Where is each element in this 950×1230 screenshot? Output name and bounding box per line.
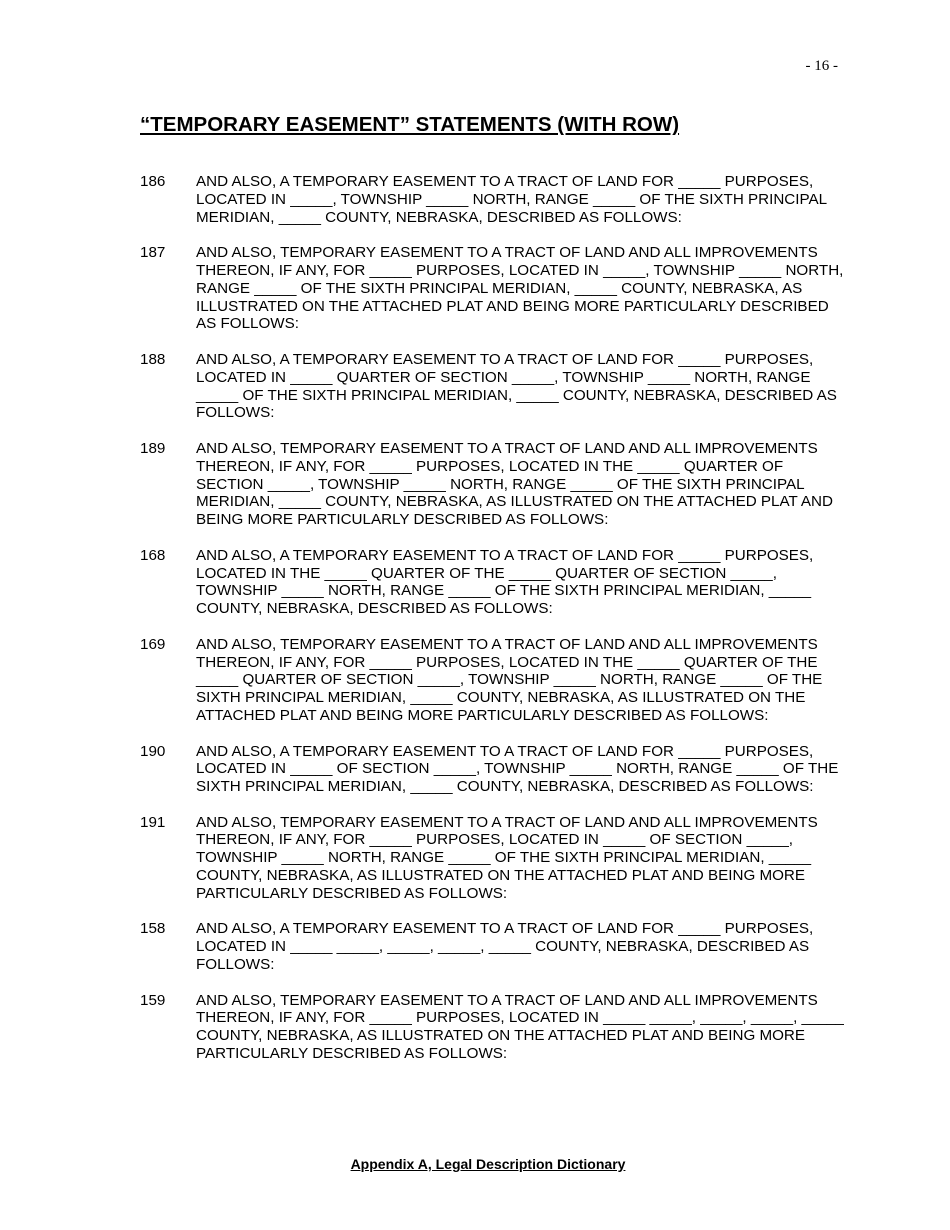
statement-text: AND ALSO, A TEMPORARY EASEMENT TO A TRACT OF LAND FOR _____ PURPOSES, LOCATED IN THE _____ QUARTER OF THE _____ QUARTER OF SECTION _____, TOWNSHIP _____ NORTH, RANGE _____ OF THE SIXTH PRINCIPAL MERIDIAN, _____ COUNTY, NEBRASKA, DESCRIBED AS FOLLOWS: [196, 546, 814, 618]
statement-list [140, 173, 845, 1081]
page-number: - 16 - [805, 58, 838, 74]
statement-item [140, 814, 845, 903]
statement-item [140, 351, 845, 422]
statement-text: AND ALSO, A TEMPORARY EASEMENT TO A TRACT OF LAND FOR _____ PURPOSES, LOCATED IN _____ QUARTER OF SECTION _____, TOWNSHIP _____ NORTH, RANGE _____ OF THE SIXTH PRINCIPAL MERIDIAN, _____ COUNTY, NEBRASKA, DESCRIBED AS FOLLOWS: [196, 350, 837, 422]
statement-item [140, 743, 845, 796]
statement-number: 190 [140, 742, 166, 760]
statement-number: 168 [140, 546, 166, 564]
statement-number: 188 [140, 350, 166, 368]
statement-text: AND ALSO, TEMPORARY EASEMENT TO A TRACT OF LAND AND ALL IMPROVEMENTS THEREON, IF ANY, FOR _____ PURPOSES, LOCATED IN _____, TOWNSHIP _____ NORTH, RANGE _____ OF THE SIXTH PRINCIPAL MERIDIAN, _____ COUNTY, NEBRASKA, AS ILLUSTRATED ON THE ATTACHED PLAT AND BEING MORE PARTICULARLY DESCRIBED AS FOLLOWS: [196, 244, 844, 333]
footer-title: Appendix A, Legal Description Dictionary [350, 1156, 626, 1172]
statement-item [140, 636, 845, 725]
page-title: “TEMPORARY EASEMENT” STATEMENTS (WITH ROW) [140, 113, 680, 136]
statement-number: 159 [140, 991, 166, 1009]
statement-number: 186 [140, 173, 166, 190]
statement-item [140, 920, 845, 973]
statement-text: AND ALSO, A TEMPORARY EASEMENT TO A TRACT OF LAND FOR _____ PURPOSES, LOCATED IN _____, TOWNSHIP _____ NORTH, RANGE _____ OF THE SIXTH PRINCIPAL MERIDIAN, _____ COUNTY, NEBRASKA, DESCRIBED AS FOLLOWS: [196, 173, 827, 226]
statement-item [140, 440, 845, 529]
statement-text: AND ALSO, A TEMPORARY EASEMENT TO A TRACT OF LAND FOR _____ PURPOSES, LOCATED IN _____ OF SECTION _____, TOWNSHIP _____ NORTH, RANGE _____ OF THE SIXTH PRINCIPAL MERIDIAN, _____ COUNTY, NEBRASKA, DESCRIBED AS FOLLOWS: [196, 742, 839, 796]
statement-number: 187 [140, 244, 166, 262]
statement-text: AND ALSO, TEMPORARY EASEMENT TO A TRACT OF LAND AND ALL IMPROVEMENTS THEREON, IF ANY, FOR _____ PURPOSES, LOCATED IN _____ OF SECTION _____, TOWNSHIP _____ NORTH, RANGE _____ OF THE SIXTH PRINCIPAL MERIDIAN, _____ COUNTY, NEBRASKA, AS ILLUSTRATED ON THE ATTACHED PLAT AND BEING MORE PARTICULARLY DESCRIBED AS FOLLOWS: [196, 813, 818, 902]
statement-item [140, 992, 845, 1063]
statement-text: AND ALSO, TEMPORARY EASEMENT TO A TRACT OF LAND AND ALL IMPROVEMENTS THEREON, IF ANY, FOR _____ PURPOSES, LOCATED IN THE _____ QUARTER OF THE _____ QUARTER OF SECTION _____, TOWNSHIP _____ NORTH, RANGE _____ OF THE SIXTH PRINCIPAL MERIDIAN, _____ COUNTY, NEBRASKA, AS ILLUSTRATED ON THE ATTACHED PLAT AND BEING MORE PARTICULARLY DESCRIBED AS FOLLOWS: [196, 635, 823, 724]
statement-text: AND ALSO, A TEMPORARY EASEMENT TO A TRACT OF LAND FOR _____ PURPOSES, LOCATED IN _____ _____, _____, _____, _____ COUNTY, NEBRASKA, DESCRIBED AS FOLLOWS: [196, 920, 814, 974]
statement-item [140, 173, 845, 226]
statement-number: 169 [140, 635, 166, 653]
statement-number: 158 [140, 920, 166, 938]
statement-number: 189 [140, 439, 166, 457]
statement-number: 191 [140, 813, 166, 831]
statement-text: AND ALSO, TEMPORARY EASEMENT TO A TRACT OF LAND AND ALL IMPROVEMENTS THEREON, IF ANY, FOR _____ PURPOSES, LOCATED IN THE _____ QUARTER OF SECTION _____, TOWNSHIP _____ NORTH, RANGE _____ OF THE SIXTH PRINCIPAL MERIDIAN, _____ COUNTY, NEBRASKA, AS ILLUSTRATED ON THE ATTACHED PLAT AND BEING MORE PARTICULARLY DESCRIBED AS FOLLOWS: [196, 439, 833, 529]
statement-text: AND ALSO, TEMPORARY EASEMENT TO A TRACT OF LAND AND ALL IMPROVEMENTS THEREON, IF ANY, FOR _____ PURPOSES, LOCATED IN _____ _____, _____, _____, _____ COUNTY, NEBRASKA, AS ILLUSTRATED ON THE ATTACHED PLAT AND BEING MORE PARTICULARLY DESCRIBED AS FOLLOWS: [196, 991, 844, 1063]
statement-item [140, 547, 845, 618]
statement-item [140, 244, 845, 333]
